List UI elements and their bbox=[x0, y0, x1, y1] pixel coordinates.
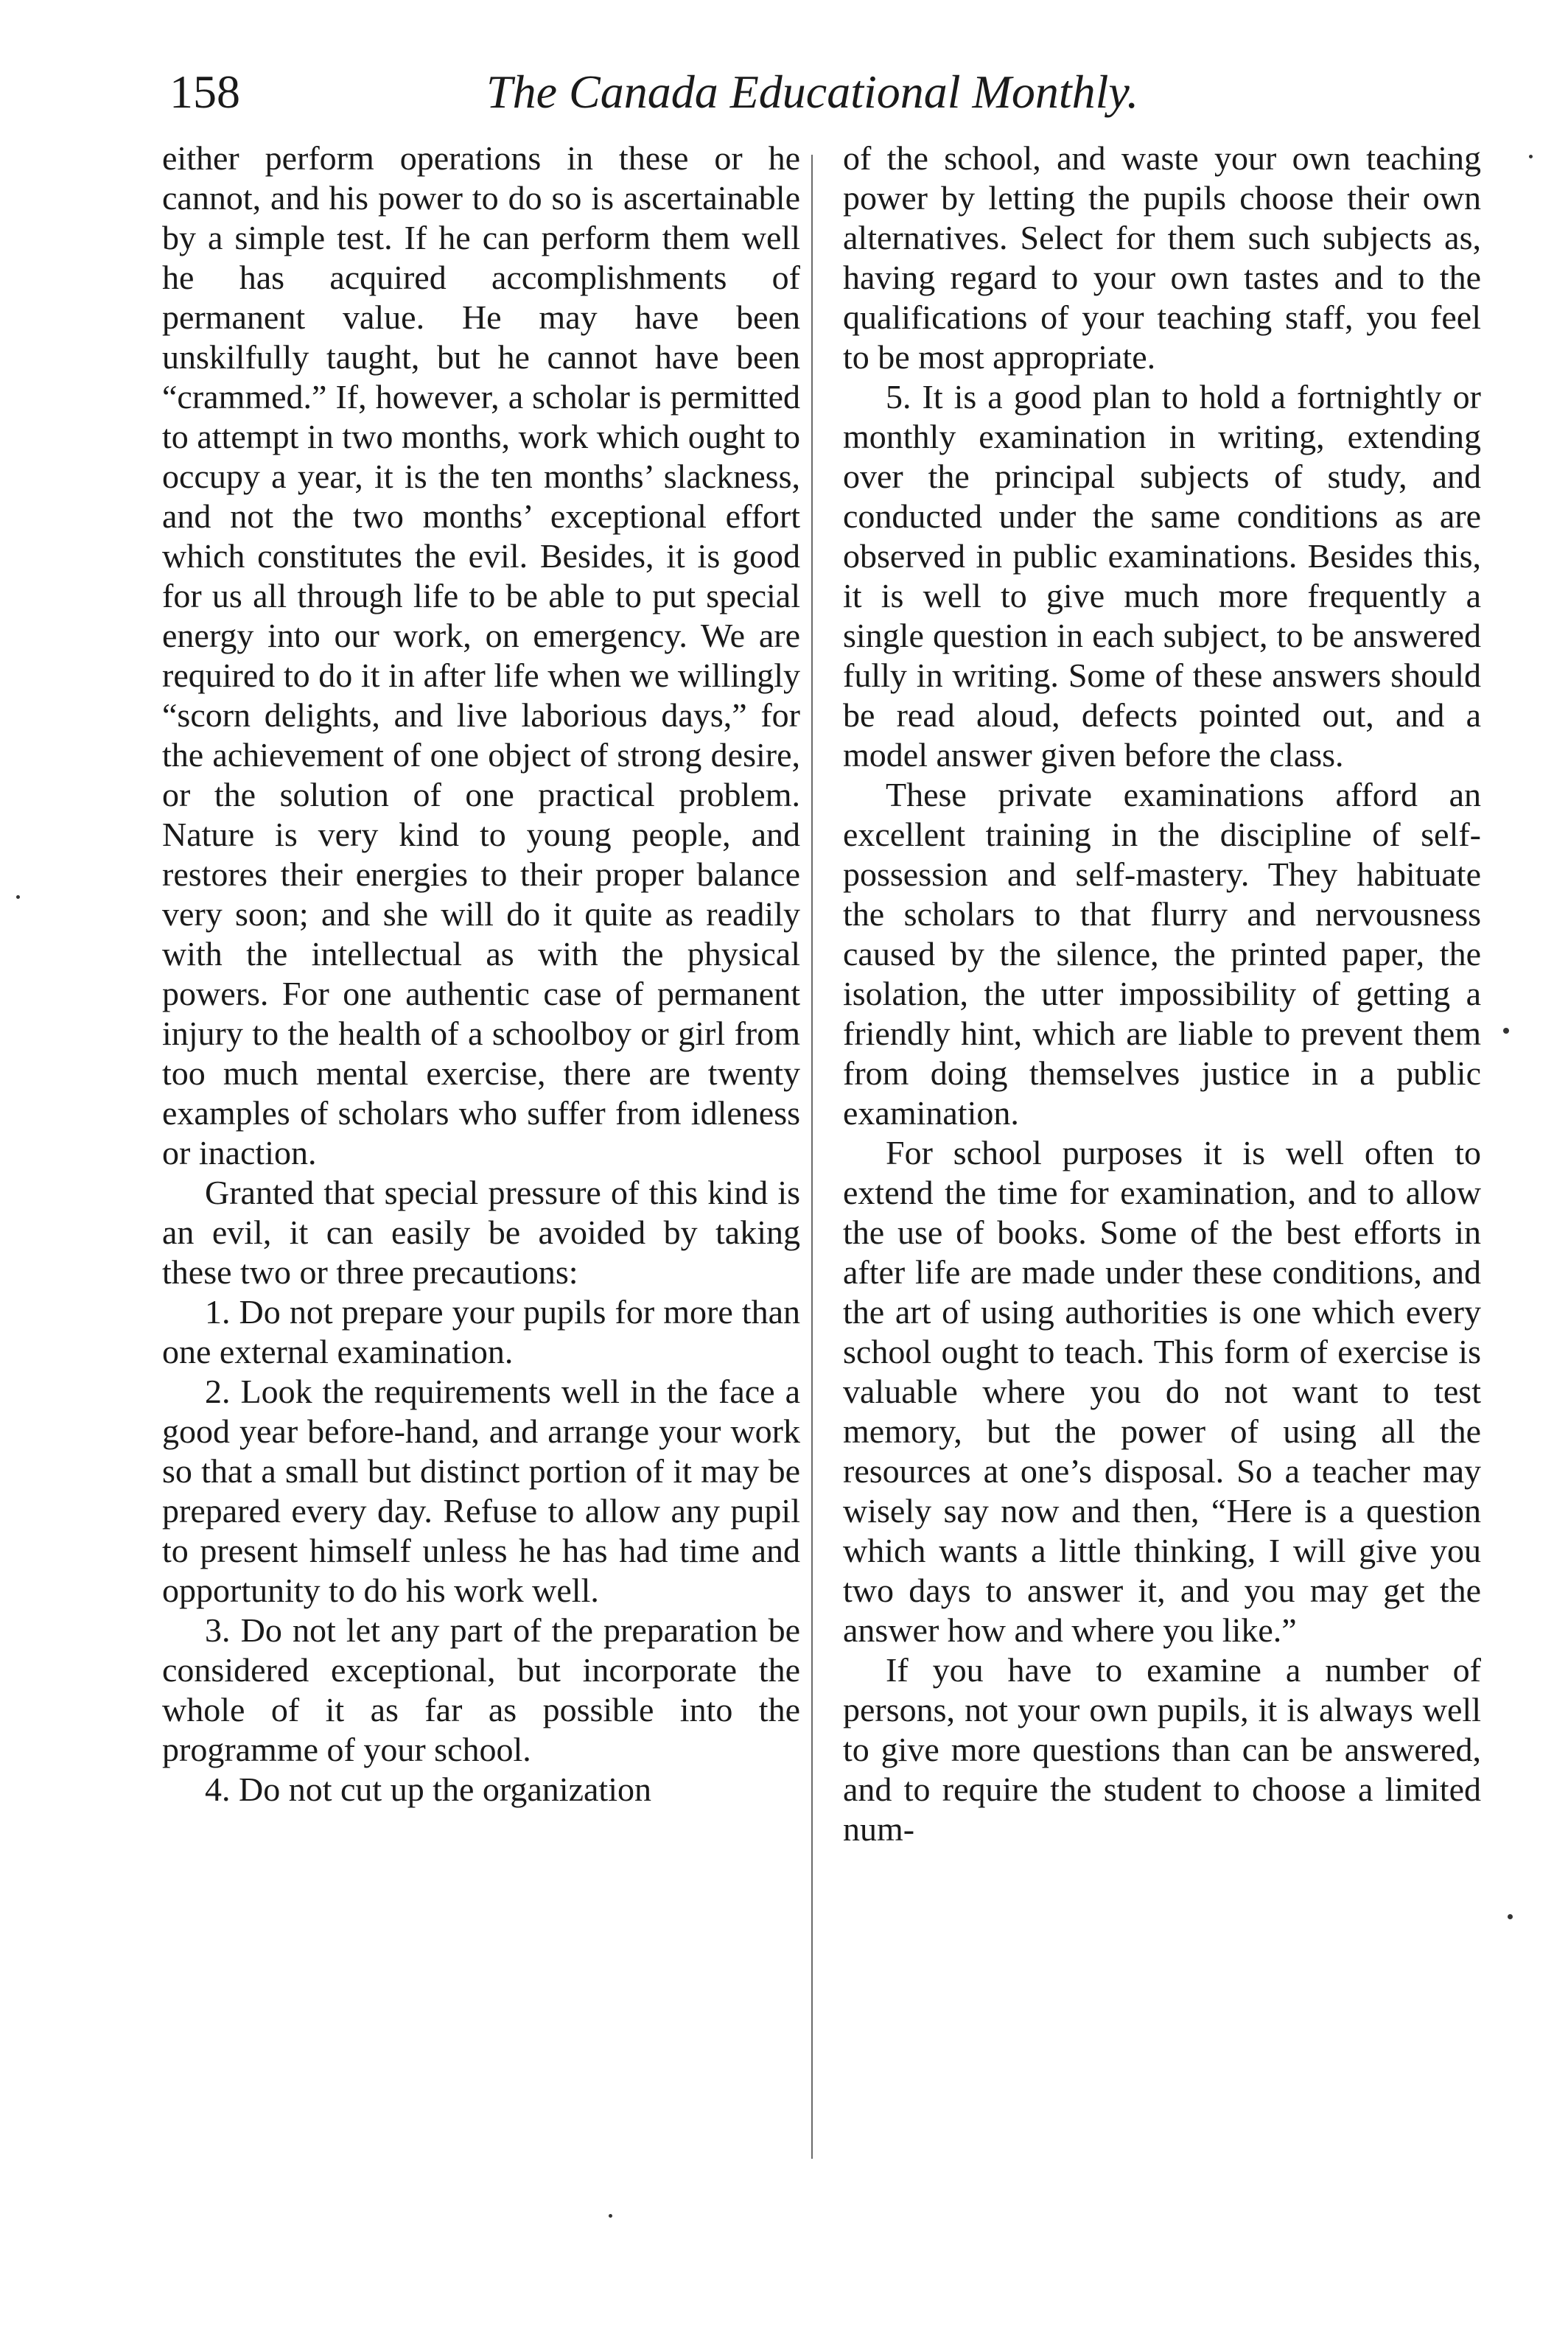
running-title: The Canada Educational Monthly. bbox=[486, 66, 1139, 118]
paragraph: For school purposes it is well often to extend the time for examination, and to allow the use of books. Some of the best efforts in after life are made under these conditions, and the art of using authorities is one which every school ought to teach. This form of exercise is valuable where you do not want to test memory, but the power of using all the resources at one’s disposal. So a teacher may wisely say now and then, “Here is a question which wants a little thinking, I will give you two days to answer it, and you may get the answer how and where you like.” bbox=[843, 1134, 1481, 1649]
list-item: 1. Do not prepare your pupils for more than one external examination. bbox=[162, 1293, 800, 1370]
page-number: 158 bbox=[169, 66, 240, 118]
scan-speck bbox=[1529, 155, 1533, 158]
scan-speck bbox=[1503, 1028, 1509, 1034]
scan-speck bbox=[16, 895, 20, 899]
list-item: 5. It is a good plan to hold a fortnightly or monthly examination in writing, extending over the principal subjects of study, and conducted under the same conditions as are observed in public examinations. Besides this, it is well to give much more frequently a single question in each subject, to be answered fully in writing. Some of these answers should be read aloud, defects pointed out, and a model answer given before the class. bbox=[843, 378, 1481, 774]
page-header bbox=[169, 52, 1407, 133]
paragraph: If you have to examine a number of persons, not your own pupils, it is always well to give more questions than can be answered, and to require the student to choose a limited num- bbox=[843, 1651, 1481, 1848]
right-column bbox=[843, 139, 1481, 1849]
scan-speck bbox=[609, 2214, 612, 2218]
paragraph: These private examinations afford an excellent training in the discipline of self-possession and self-mastery. They habituate the scholars to that flurry and nervousness caused by the silence, the printed paper, the isolation, the utter impossibility of getting a friendly hint, which are liable to prevent them from doing themselves justice in a public examination. bbox=[843, 776, 1481, 1132]
scan-speck bbox=[1508, 1914, 1513, 1919]
paragraph: of the school, and waste your own teaching power by letting the pupils choose their own alternatives. Select for them such subjects as, having regard to your own tastes and to the qualifications of your teaching staff, you feel to be most appropriate. bbox=[843, 139, 1481, 376]
left-column bbox=[162, 139, 800, 1810]
paragraph: Granted that special pressure of this kind is an evil, it can easily be avoided by taking these two or three precautions: bbox=[162, 1174, 800, 1291]
list-item: 3. Do not let any part of the preparation be considered exceptional, but incorporate the whole of it as far as possible into the programme of your school. bbox=[162, 1611, 800, 1768]
list-item: 4. Do not cut up the organization bbox=[205, 1770, 651, 1808]
list-item: 2. Look the requirements well in the face a good year before-hand, and arrange your work so that a small but distinct portion of it may be prepared every day. Refuse to allow any pupil to present himself unless he has had time and opportunity to do his work well. bbox=[162, 1373, 800, 1609]
column-divider bbox=[811, 155, 813, 2159]
paragraph: either perform operations in these or he cannot, and his power to do so is ascertainable by a simple test. If he can perform them well he has acquired accomplishments of permanent value. He may have been unskilfully taught, but he cannot have been “crammed.” If, however, a scholar is permitted to attempt in two months, work which ought to occupy a year, it is the ten months’ slackness, and not the two months’ exceptional effort which constitutes the evil. Besides, it is good for us all through life to be able to put special energy into our work, on emergency. We are required to do it in after life when we willingly “scorn delights, and live laborious days,” for the achievement of one object of strong desire, or the solution of one practical problem. Nature is very kind to young people, and restores their energies to their proper balance very soon; and she will do it quite as readily with the intellectual as with the physical powers. For one authentic case of permanent injury to the health of a schoolboy or girl from too much mental exercise, there are twenty examples of scholars who suffer from idleness or inaction. bbox=[162, 139, 800, 1171]
